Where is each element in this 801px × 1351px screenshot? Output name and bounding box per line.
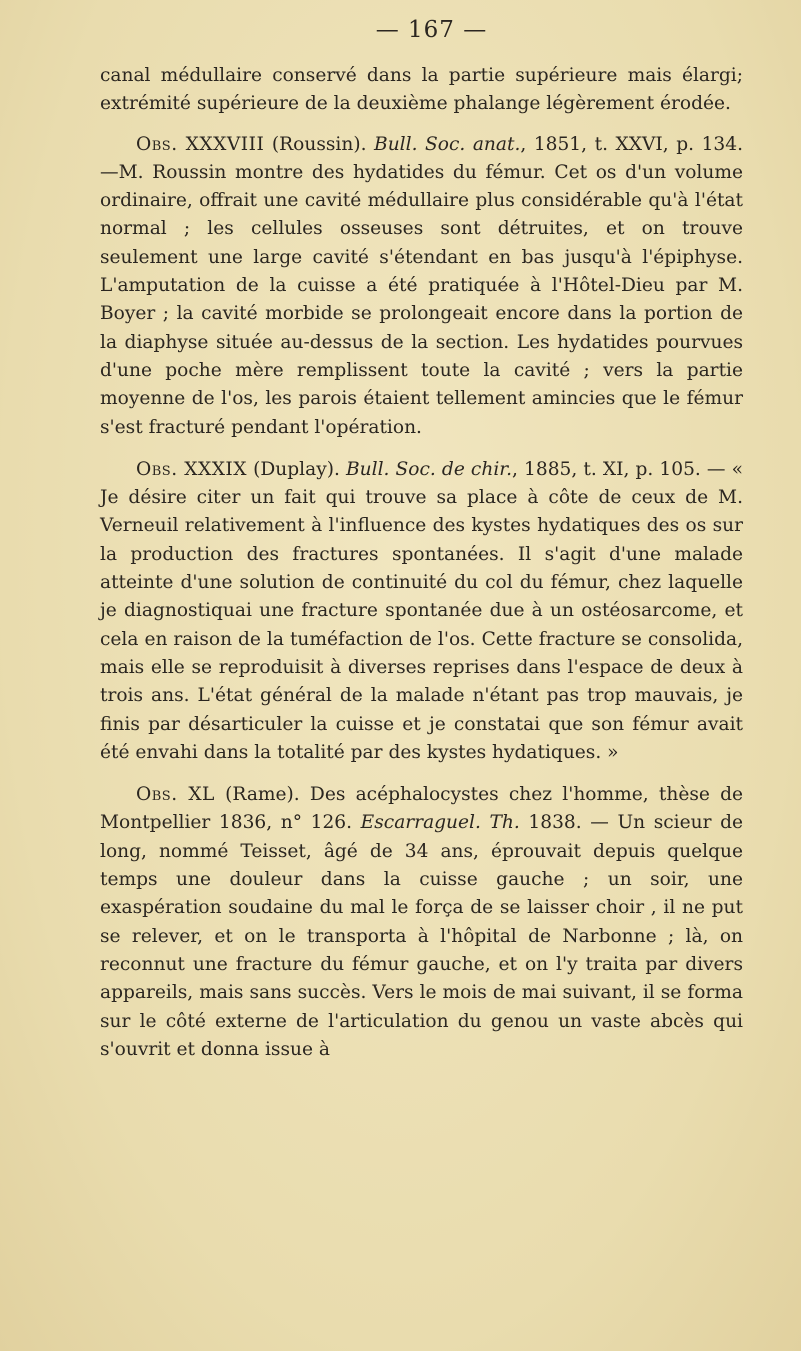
obs-label: Obs. XXXVIII — [136, 133, 265, 155]
obs-body: , 1851, t. XXVI, p. 134.—M. Roussin montre des hydatides du fémur. Cet os d'un volume ordinaire, offrait une cavité médullaire plus considérable qu'à l'état normal ; les cellules osseuses sont détruites, et on trouve seulement une large cavité s'étendant en bas jusqu'à l'épiphyse. L'amputation de la cuisse a été pratiquée à l'Hôtel-Dieu par M. Boyer ; la cavité morbide se prolongeait encore dans la portion de la diaphyse située au-dessus de la section. Les hydatides pourvues d'une poche mère remplissent toute la cavité ; vers la partie moyenne de l'os, les parois étaient tellement amincies que le fémur s'est fracturé pendant l'opération. — [100, 133, 743, 438]
paragraph-obs-xl — [100, 781, 743, 1064]
obs-body: 1838. — Un scieur de long, nommé Teisset, âgé de 34 ans, éprouvait depuis quelque temps une douleur dans la cuisse gauche ; un soir, une exaspération soudaine du mal le força de se laisser choir , il ne put se relever, et on le transporta à l'hôpital de Narbonne ; là, on reconnut une fracture du fémur gauche, et on l'y traita par divers appareils, mais sans succès. Vers le mois de mai suivant, il se forma sur le côté externe de l'articulation du genou un vaste abcès qui s'ouvrit et donna issue à — [100, 812, 743, 1060]
paragraph-obs-xxxix — [100, 456, 743, 767]
obs-reference: Bull. Soc. anat. — [374, 133, 521, 155]
obs-reference: Escarraguel. Th. — [360, 812, 520, 834]
page-number: — 167 — — [375, 17, 488, 43]
paragraph-continuation: canal médullaire conservé dans la partie supérieure mais élargi; extrémité supérieure de la deuxième phalange légèrement érodée. — [100, 65, 743, 115]
obs-author: (Rame). Des acéphalocystes chez l'homme, thèse de Montpellier 1836, n° 126. — [100, 784, 744, 834]
obs-author: (Duplay). — [247, 458, 346, 480]
obs-body: , 1885, t. XI, p. 105. — « Je désire citer un fait qui trouve sa place à côte de ceux de M. Verneuil relativement à l'influence des kystes hydatiques des os sur la production des fractures spontanées. Il s'agit d'une malade atteinte d'une solution de continuité du col du fémur, chez laquelle je diagnostiquai une fracture spontanée due à un ostéosarcome, et cela en raison de la tuméfaction de l'os. Cette fracture se consolida, mais elle se reproduisit à diverses reprises dans l'espace de deux à trois ans. L'état général de la malade n'étant pas trop mauvais, je finis par désarticuler la cuisse et je constatai que son fémur avait été envahi dans la totalité par des kystes hydatiques. » — [100, 458, 743, 763]
obs-label: Obs. XL — [136, 784, 215, 806]
obs-author: (Roussin). — [264, 133, 375, 155]
obs-reference: Bull. Soc. de chir. — [346, 458, 513, 480]
obs-label: Obs. XXXIX — [136, 458, 248, 480]
paragraph-obs-xxxviii — [100, 131, 743, 442]
body-text — [100, 62, 743, 1064]
